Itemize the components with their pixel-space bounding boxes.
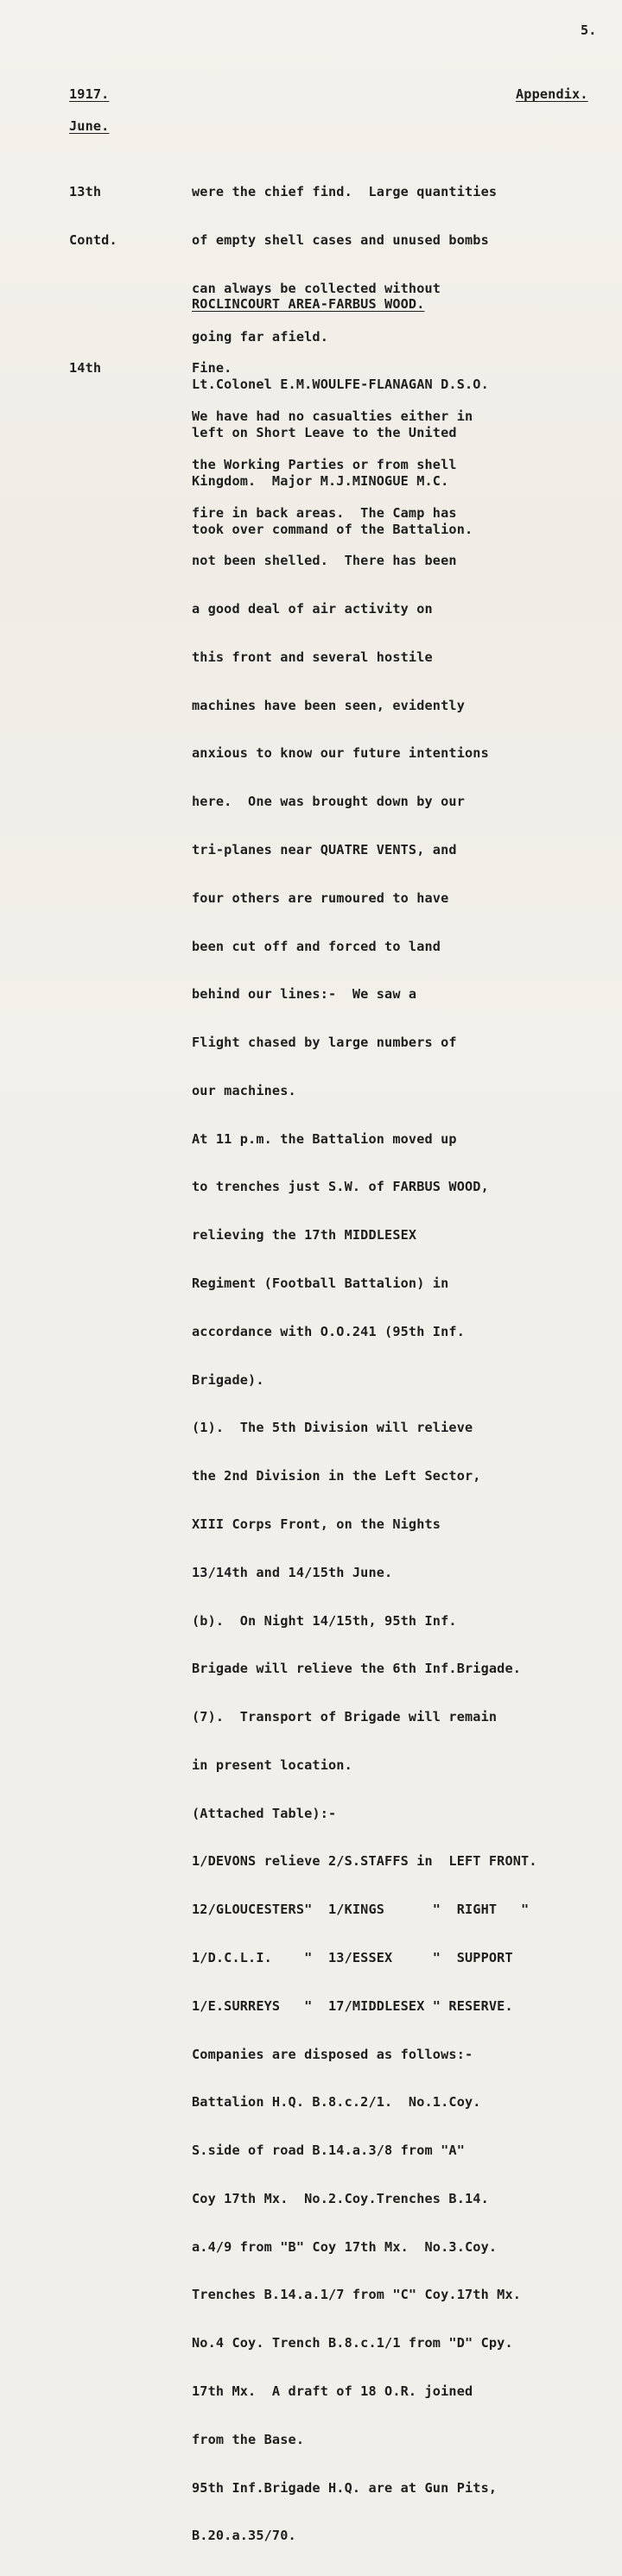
text-line: (Attached Table):- — [192, 1805, 337, 1821]
text-line: 12/GLOUCESTERS" 1/KINGS " RIGHT " — [192, 1902, 530, 1918]
text-line: our machines. — [192, 1082, 296, 1098]
text-line: machines have been seen, evidently — [192, 697, 465, 713]
text-line: can always be collected without — [192, 280, 441, 296]
text-line: Kingdom. Major M.J.MINOGUE M.C. — [192, 472, 449, 489]
date-line: 13th — [69, 184, 102, 200]
text-line: S.side of road B.14.a.3/8 from "A" — [192, 2142, 465, 2159]
text-line: four others are rumoured to have — [192, 889, 449, 906]
text-line: 17th Mx. A draft of 18 O.R. joined — [192, 2383, 473, 2399]
text-line: anxious to know our future intentions — [192, 745, 489, 762]
text-line: 95th Inf.Brigade H.Q. are at Gun Pits, — [192, 2479, 498, 2496]
text-line: 1/D.C.L.I. " 13/ESSEX " SUPPORT — [192, 1949, 513, 1965]
entry-date-13th — [69, 152, 117, 281]
text-line: behind our lines:- We saw a — [192, 986, 417, 1003]
date-line: 14th — [69, 360, 102, 377]
entry-date-14th — [69, 328, 101, 408]
text-line: Coy 17th Mx. No.2.Coy.Trenches B.14. — [192, 2190, 489, 2206]
text-line: At 11 p.m. the Battalion moved up — [192, 1130, 457, 1147]
text-line: the Working Parties or from shell — [192, 456, 457, 472]
text-line: (1). The 5th Division will relieve — [192, 1420, 473, 1436]
text-line: took over command of the Battalion. — [192, 521, 473, 537]
text-line: Trenches B.14.a.1/7 from "C" Coy.17th Mx. — [192, 2287, 522, 2303]
text-line: to trenches just S.W. of FARBUS WOOD, — [192, 1179, 489, 1195]
date-line: Contd. — [69, 231, 117, 248]
text-line: tri-planes near QUATRE VENTS, and — [192, 842, 457, 858]
appendix-heading: Appendix. — [516, 86, 588, 102]
text-line: this front and several hostile — [192, 649, 433, 665]
text-line: No.4 Coy. Trench B.8.c.1/1 from "D" Cpy. — [192, 2335, 513, 2351]
text-line: B.20.a.35/70. — [192, 2528, 296, 2544]
text-line: relieving the 17th MIDDLESEX — [192, 1227, 417, 1244]
section-heading: ROCLINCOURT AREA-FARBUS WOOD. — [192, 296, 425, 312]
text-line: 1/DEVONS relieve 2/S.STAFFS in LEFT FRONT. — [192, 1853, 537, 1870]
text-line: Regiment (Football Battalion) in — [192, 1275, 449, 1292]
text-line: Brigade will relieve the 6th Inf.Brigade. — [192, 1661, 522, 1677]
text-line: accordance with O.O.241 (95th Inf. — [192, 1323, 465, 1339]
text-line: We have had no casualties either in — [192, 408, 473, 424]
text-line: left on Short Leave to the United — [192, 425, 457, 441]
entry-text-14th — [192, 328, 537, 2576]
text-line: fire in back areas. The Camp has — [192, 504, 457, 521]
text-line: XIII Corps Front, on the Nights — [192, 1516, 441, 1532]
text-line: (7). Transport of Brigade will remain — [192, 1709, 498, 1725]
text-line: not been shelled. There has been — [192, 553, 457, 569]
text-line: Battalion H.Q. B.8.c.2/1. No.1.Coy. — [192, 2094, 481, 2111]
text-line: a.4/9 from "B" Coy 17th Mx. No.3.Coy. — [192, 2238, 498, 2255]
text-line: been cut off and forced to land — [192, 938, 441, 954]
month-heading: June. — [69, 118, 110, 134]
text-line: were the chief find. Large quantities — [192, 184, 498, 200]
text-line: Brigade). — [192, 1371, 264, 1388]
text-line: of empty shell cases and unused bombs — [192, 231, 489, 248]
text-line: here. One was brought down by our — [192, 794, 465, 810]
year-heading: 1917. — [69, 86, 110, 102]
text-line: Companies are disposed as follows:- — [192, 2046, 473, 2062]
text-line: (b). On Night 14/15th, 95th Inf. — [192, 1612, 457, 1629]
text-line: the 2nd Division in the Left Sector, — [192, 1468, 481, 1484]
text-line: Lt.Colonel E.M.WOULFE-FLANAGAN D.S.O. — [192, 377, 489, 393]
text-line: Flight chased by large numbers of — [192, 1035, 457, 1051]
text-line: 13/14th and 14/15th June. — [192, 1564, 393, 1580]
text-line: in present location. — [192, 1756, 352, 1773]
text-line: a good deal of air activity on — [192, 601, 433, 617]
text-line: Fine. — [192, 360, 232, 377]
page-number: 5. — [581, 22, 597, 38]
text-line: 1/E.SURREYS " 17/MIDDLESEX " RESERVE. — [192, 1997, 513, 2014]
text-line: going far afield. — [192, 328, 328, 345]
text-line: from the Base. — [192, 2431, 305, 2447]
